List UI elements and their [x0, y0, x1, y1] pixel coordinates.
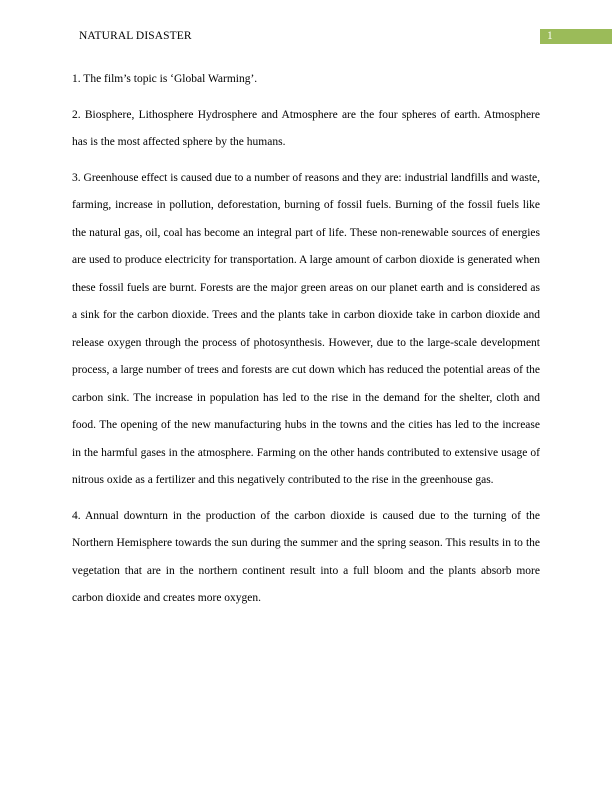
paragraph-3: 3. Greenhouse effect is caused due to a number of reasons and they are: industrial landfills and waste, farming, increase in pollution, deforestation, burning of fossil fuels. Burning of the fossil fuels like the natural gas, oil, coal has become an integral part of life. These non-renewable sources of energies are used to produce electricity for transportation. A large amount of carbon dioxide is generated when these fossil fuels are burnt. Forests are the major green areas on our planet earth and is considered as a sink for the carbon dioxide. Trees and the plants take in carbon dioxide take in carbon dioxide and release oxygen through the process of photosynthesis. However, due to the large-scale development process, a large number of trees and forests are cut down which has reduced the potential areas of the carbon sink. The increase in population has led to the rise in the demand for the shelter, cloth and food. The opening of the new manufacturing hubs in the towns and the cities has led to the increase in the harmful gases in the atmosphere. Farming on the other hands contributed to extensive usage of nitrous oxide as a fertilizer and this negatively contributed to the rise in the greenhouse gas.: [72, 171, 540, 486]
paragraph-1: 1. The film’s topic is ‘Global Warming’.: [72, 73, 258, 85]
page-number-badge: [540, 29, 612, 44]
running-header-title: NATURAL DISASTER: [79, 30, 192, 42]
paragraph-4: 4. Annual downturn in the production of the carbon dioxide is caused due to the turning of the Northern Hemisphere towards the sun during the summer and the spring season. This results in to the vegetation that are in the northern continent result into a full bloom and the plants absorb more carbon dioxide and creates more oxygen.: [72, 509, 540, 604]
document-body: [72, 66, 540, 621]
page-number: 1: [547, 30, 553, 42]
paragraph-2: 2. Biosphere, Lithosphere Hydrosphere and Atmosphere are the four spheres of earth. Atmosphere has is the most affected sphere by the humans.: [72, 108, 540, 148]
